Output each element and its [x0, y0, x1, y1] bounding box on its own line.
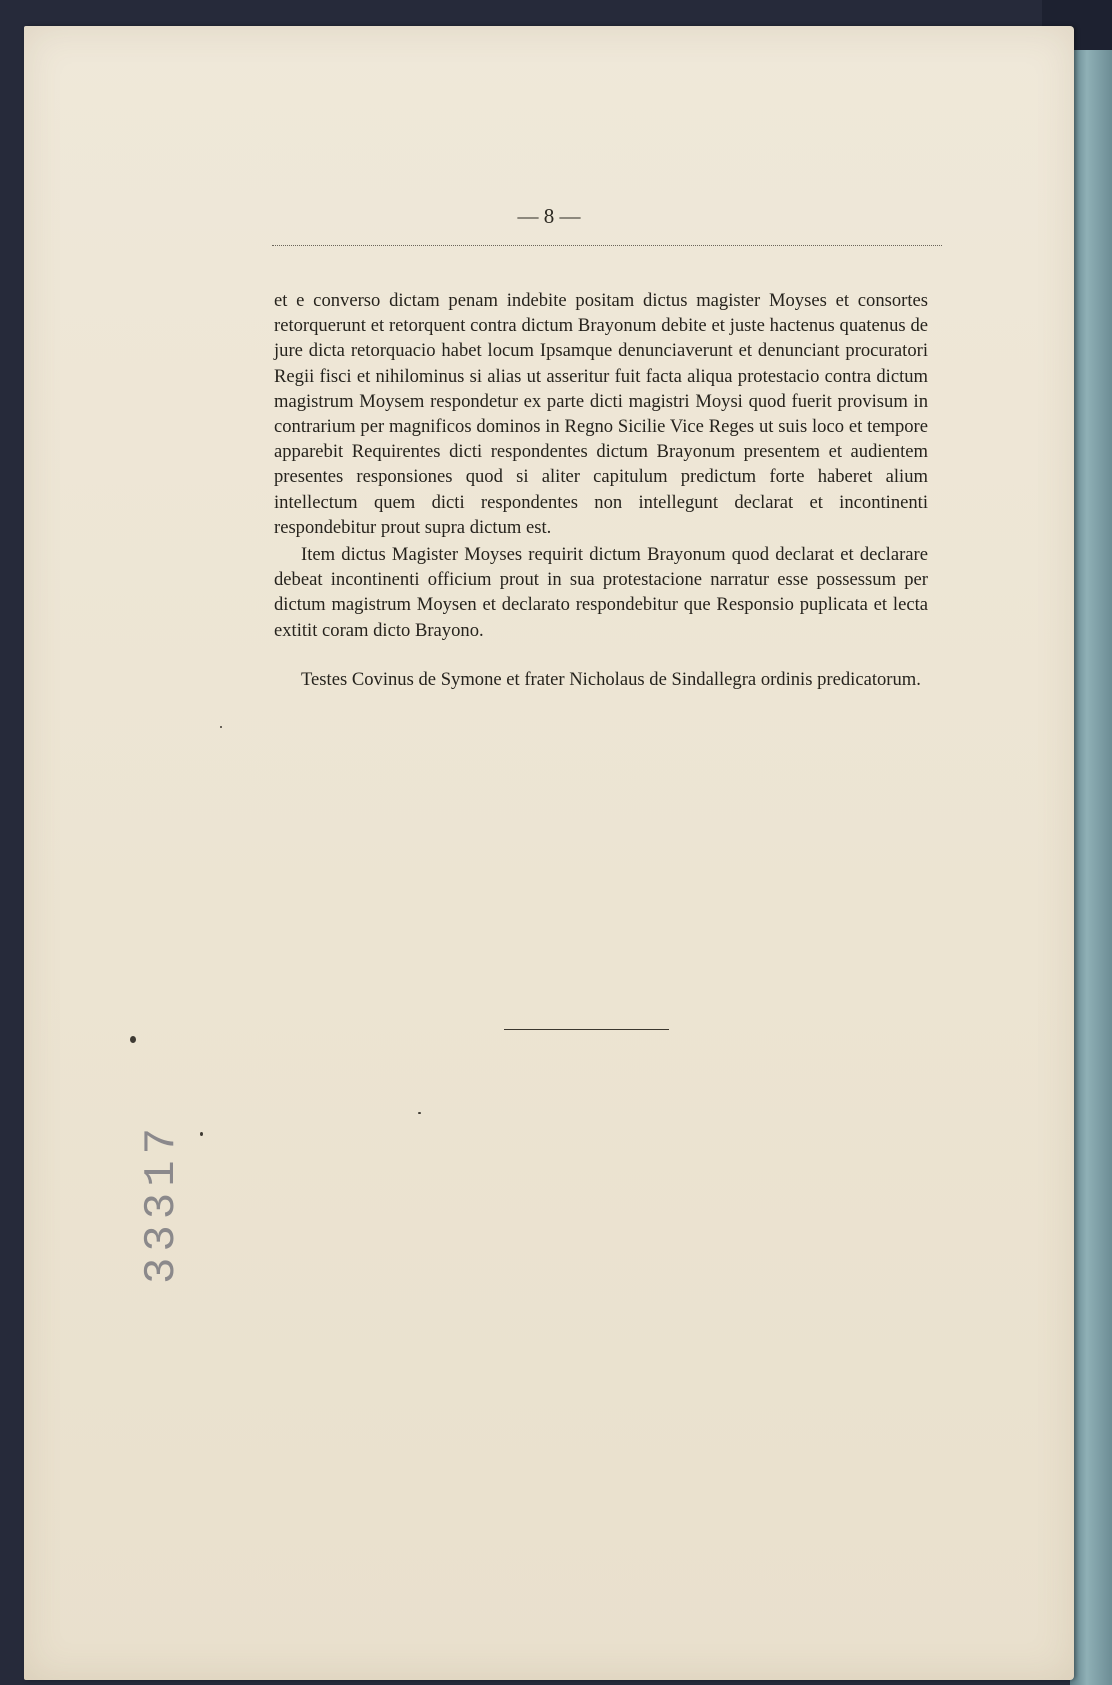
- body-text: [274, 288, 928, 692]
- closing-rule: [504, 1029, 669, 1030]
- book-cover-edge: [1070, 50, 1112, 1685]
- paper-speck: [130, 1036, 136, 1043]
- paper-speck: [418, 1112, 421, 1114]
- paragraph-2: Item dictus Magister Moyses requirit dictum Brayonum quod declarat et declarare debeat incontinenti officium prout in sua protestacione narratur esse possessum per dictum magistrum Moysen et declarato respondebitur que Responsio puplicata et lecta extitit coram dicto Brayono.: [274, 544, 928, 641]
- page-number: — 8 —: [517, 204, 581, 228]
- document-page: [24, 26, 1074, 1680]
- header-dotted-rule: [272, 245, 942, 246]
- inventory-stamp: [132, 1121, 202, 1284]
- paper-speck: [220, 726, 222, 728]
- paragraph-3: Testes Covinus de Symone et frater Nicholaus de Sindallegra ordinis predicatorum.: [301, 668, 921, 690]
- paper-speck: [200, 1132, 203, 1136]
- paragraph-1: et e converso dictam penam indebite positam dictus magister Moyses et consortes retorquerunt et retorquent contra dictum Brayonum debite et juste hactenus quatenus de jure dicta retorquacio habet locum Ipsamque denunciaverunt et denunciant procuratori Regii fisci et nihilominus si alias ut asseritur fuit facta aliqua protestacio contra dictum magistrum Moysem respondetur ex parte dicti magistri Moysi quod fuerit provisum in contrarium per magnificos dominos in Regno Sicilie Vice Reges ut suis loco et tempore apparebit Requirentes dicti respondentes dictum Brayonum presentem et audientem presentes responsiones quod si aliter capitulum predictum forte haberet alium intellectum quem dicti respondentes non intellegunt declarat et incontinenti respondebitur prout supra dictum est.: [274, 290, 928, 538]
- inventory-stamp-number: 33317: [137, 1121, 187, 1284]
